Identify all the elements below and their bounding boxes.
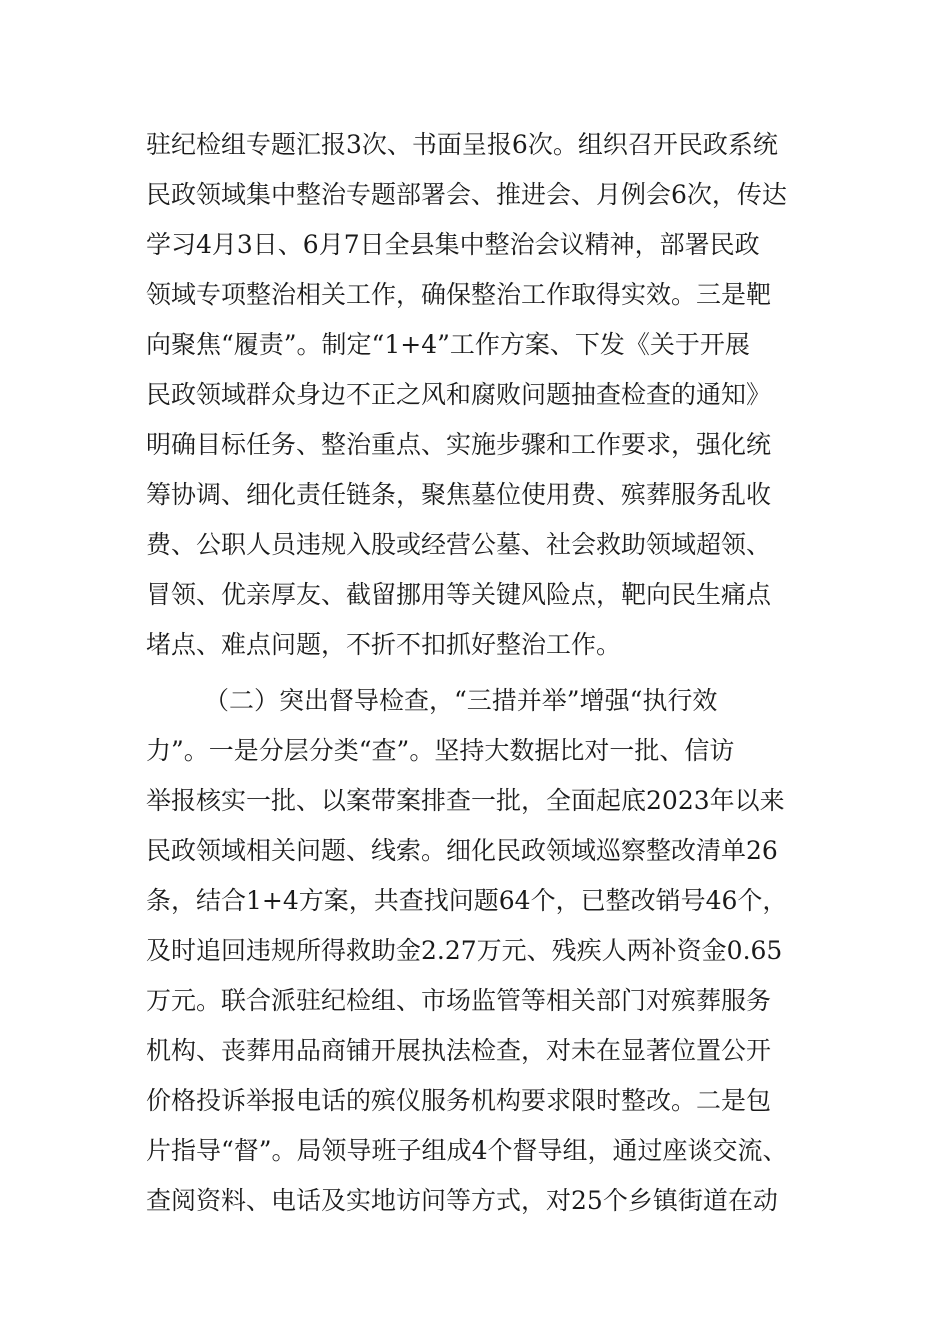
text-line: 领域专项整治相关工作，确保整治工作取得实效。三是靶 [146,280,772,309]
section-heading-line: （二）突出督导检查，“三措并举”增强“执行效 [204,686,718,715]
text-line: 条，结合1+4方案，共查找问题64个，已整改销号46个， [146,886,788,915]
text-line: 民政领域集中整治专题部署会、推进会、月例会6次，传达 [146,180,787,209]
text-line: 及时追回违规所得救助金2.27万元、残疾人两补资金0.65 [146,936,783,965]
text-line: 价格投诉举报电话的殡仪服务机构要求限时整改。二是包 [146,1086,772,1115]
text-line: 机构、丧葬用品商铺开展执法检查，对未在显著位置公开 [146,1036,772,1065]
text-line: 民政领域相关问题、线索。细化民政领域巡察整改清单26 [146,836,778,865]
text-line: 力”。一是分层分类“查”。坚持大数据比对一批、信访 [146,736,735,765]
text-line: 筹协调、细化责任链条，聚焦墓位使用费、殡葬服务乱收 [146,480,772,509]
text-line: 堵点、难点问题，不折不扣抓好整治工作。 [146,630,622,659]
text-line: 学习4月3日、6月7日全县集中整治会议精神，部署民政 [146,230,760,259]
text-line: 片指导“督”。局领导班子组成4个督导组，通过座谈交流、 [146,1136,788,1165]
text-line: 向聚焦“履责”。制定“1+4”工作方案、下发《关于开展 [146,330,750,359]
text-line: 查阅资料、电话及实地访问等方式，对25个乡镇街道在动 [146,1186,778,1215]
text-line: 明确目标任务、整治重点、实施步骤和工作要求，强化统 [146,430,772,459]
text-line: 费、公职人员违规入股或经营公墓、社会救助领域超领、 [146,530,772,559]
text-line: 万元。联合派驻纪检组、市场监管等相关部门对殡葬服务 [146,986,772,1015]
text-line: 冒领、优亲厚友、截留挪用等关键风险点，靶向民生痛点 [146,580,772,609]
text-line: 民政领域群众身边不正之风和腐败问题抽查检查的通知》 [146,380,772,409]
text-line: 驻纪检组专题汇报3次、书面呈报6次。组织召开民政系统 [146,130,778,159]
text-line: 举报核实一批、以案带案排查一批，全面起底2023年以来 [146,786,785,815]
